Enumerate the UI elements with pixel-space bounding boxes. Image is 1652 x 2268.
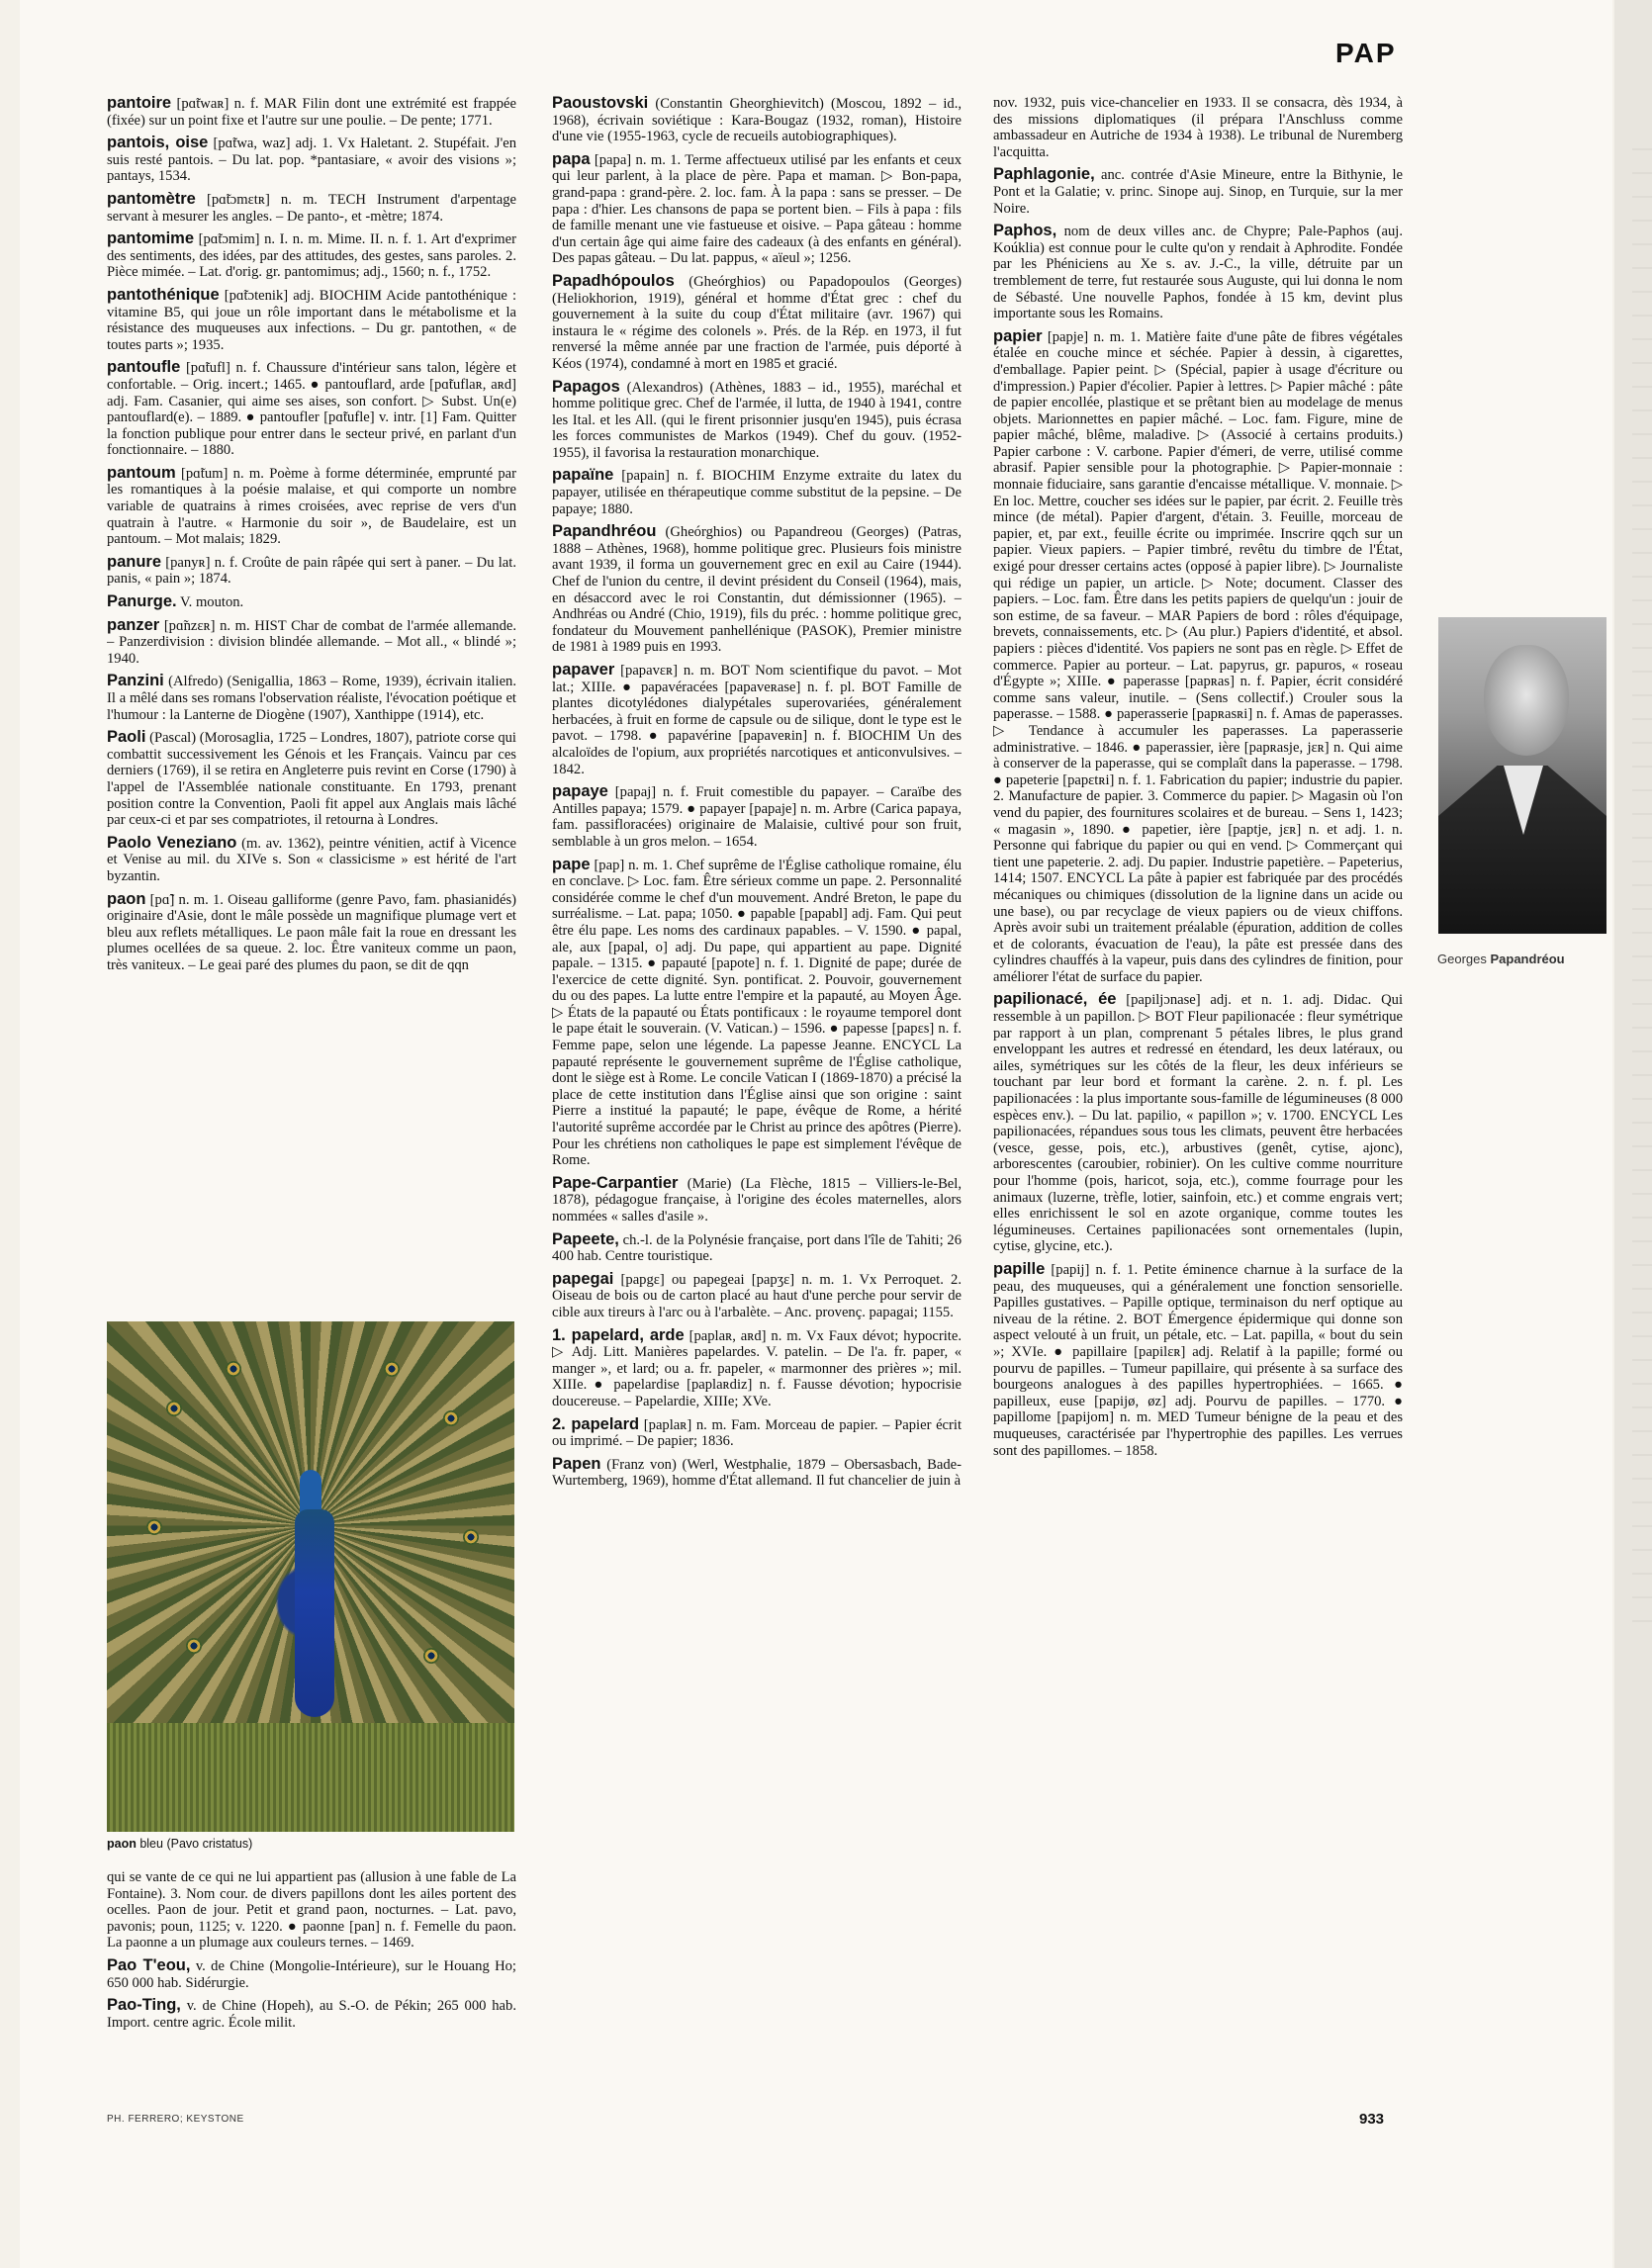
entry-definition: [paplaʀ] n. m. Fam. Morceau de papier. – Papier écrit ou imprimé. – De papier; 1836.	[552, 1416, 962, 1450]
feather-eye	[146, 1519, 162, 1535]
entry-headword: 1. papelard, arde	[552, 1325, 685, 1344]
entry-headword: Paphos,	[993, 222, 1057, 240]
dictionary-entry	[552, 1327, 962, 1410]
entry-definition: nov. 1932, puis vice-chancelier en 1933. Il se consacra, dès 1934, à des missions diplomatiques (il prépara l'Anschluss comme ambassadeur en Autriche de 1934 à 1938). Le tribunal de Nuremberg l'acquitta.	[993, 95, 1403, 160]
page-number: 933	[1359, 2111, 1385, 2128]
dictionary-entry	[552, 662, 962, 777]
entry-definition: [papiljɔnase] adj. et n. 1. adj. Didac. Qui ressemble à un papillon. ▷ BOT Fleur papilionacée : fleur symétrique par rapport à un plan, comprenant 5 pétales libres, le plus grand enveloppant les autres et redressé en étendard, les deux latéraux, ou ailes, symétriques sur les côtés de la fleur, les deux inférieurs se touchant par leur bord et formant la carène. 2. n. f. pl. Les papilionacées : la plus importante sous-famille de légumineuses (8 000 espèces env.). – Du lat. papilio, « papillon »; v. 1700. ENCYCL Les papilionacées, répandues sous tous les climats, peuvent être herbacées (vesce, gesse, pois, etc.), arbustives (genêt, cytise, ajonc), arborescentes (caroubier, robinier). On les cultive comme nourriture pour l'homme (pois, haricot, soja, etc.), comme fourrage pour les animaux (luzerne, trèfle, lotier, sainfoin, etc.) et comme engrais vert; elles enrichissent le sol en azote organique, comme toutes les légumineuses. Certaines papilionacées sont ornementales (lupin, cytise, glycine, etc.).	[993, 992, 1403, 1255]
entry-definition: [pɑ̃twa, waz] adj. 1. Vx Haletant. 2. Stupéfait. J'en suis resté pantois. – Du lat. pop. *pantasiare, « avoir des visions »; pantays, 1534.	[107, 136, 516, 185]
entry-definition: anc. contrée d'Asie Mineure, entre la Bithynie, le Pont et la Galatie; v. princ. Sinope auj. Sinop, en Turquie, sur la mer Noire.	[993, 167, 1403, 217]
entry-definition: (m. av. 1362), peintre vénitien, actif à Vicence et Venise au mil. du XIVe s. Son « classicisme » est hérité de l'art byzantin.	[107, 835, 516, 884]
entry-definition: v. de Chine (Hopeh), au S.-O. de Pékin; 265 000 hab. Import. centre agric. École milit.	[107, 1998, 516, 2031]
dictionary-entry	[993, 223, 1403, 322]
feather-eye	[384, 1361, 400, 1377]
feather-eye	[186, 1638, 202, 1654]
portrait-caption-first: Georges	[1437, 952, 1491, 966]
feather-eye	[423, 1648, 439, 1664]
dictionary-entry	[552, 273, 962, 373]
entry-definition: [pɑ̃nzɛʀ] n. m. HIST Char de combat de l'armée allemande. – Panzerdivision : division blindée allemande. – Mot all., « blindé »; 1940.	[107, 617, 516, 667]
column-1-continued	[107, 1869, 516, 2037]
entry-headword: Paolo Veneziano	[107, 833, 237, 852]
entry-headword: Papeete,	[552, 1229, 619, 1248]
dictionary-entry	[107, 230, 516, 281]
dictionary-entry	[107, 1957, 516, 1991]
caption-text: bleu (Pavo cristatus)	[136, 1837, 253, 1851]
entry-headword: pantoum	[107, 463, 176, 482]
entry-definition: [papje] n. m. 1. Matière faite d'une pâte de fibres végétales étalée en couche mince et séchée. Papier à dessin, à cigarettes, d'emballage. Papier peint. ▷ (Spécial, papier à usage d'écriture ou d'impression.) Papier d'écolier. Papier à lettres. ▷ Papier mâché : pâte de papier encollée, plastique et se prêtant bien au modelage de menus objets. Marionnettes en papier mâché. – Loc. fam. Figure, mine de papier mâché, blême, maladive. ▷ (Associé à certains produits.) Papier carbone : V. carbone. Papier d'émeri, de verre, utilisé comme abrasif. Papier sensible pour la photographie. ▷ Papier-monnaie : monnaie fiduciaire, sans garantie d'encaisse métallique. V. monnaie. ▷ En loc. Mettre, coucher ses idées sur le papier, par écrit. 2. Feuille très mince (de métal). Papier d'argent, d'étain. 3. Feuille, morceau de papier, et, par ext., feuille écrite ou imprimée. Inscrire qqch sur un papier. Vieux papiers. – Papier timbré, revêtu du timbre de l'État, exigé pour dresser certains actes (opposé à papier libre). ▷ Journaliste qui rédige un papier, un article. ▷ Note; document. Classer des papiers. – Loc. fam. Être dans les petits papiers de quelqu'un : jouir de son estime, de sa faveur. – MAR Papiers de bord : rôles d'équipage, brevets, connaissements, etc. ▷ (Au plur.) Papiers d'identité, et absol. papiers : pièces d'identité. Vos papiers ne sont pas en règle. ▷ Effet de commerce. Papier au porteur. – Lat. papyrus, gr. papuros, « roseau d'Égypte »; XIIIe. ● paperasse [papʀas] n. f. Papier, écrit considéré comme sans valeur, inutile. – (Sens collectif.) Crouler sous la paperasse. – 1588. ● paperasserie [papʀasʀi] n. f. Amas de paperasses. ▷ Tendance à accumuler les paperasses. La paperasserie administrative. – 1846. ● paperassier, ière [papʀasje, jɛʀ] n. Qui aime à conserver de la paperasse, qui se complaît dans la paperasse. – 1798. ● papeterie [papɛtʀi] n. f. 1. Fabrication du papier; industrie du papier. 2. Manufacture de papier. 3. Commerce du papier. ▷ Magasin où l'on vend du papier, des fournitures scolaires et de bureau. – Sens 1, 1423; « magasin », 1890. ● papetier, ière [paptje, jɛʀ] n. et adj. 1. n. Personne qui fabrique du papier ou qui en vend. ▷ Commerçant qui tient une papeterie. 2. adj. Du papier. Industrie papetière. – Papeterius, 1414; 1507. ENCYCL La pâte à papier est fabriquée par des procédés mécaniques ou chimiques (dissolution de la lignine dans un acide ou une base), ou par recyclage de vieux papiers ou de vieux chiffons. Après avoir subi un traitement préalable (épuration, addition de colles et de colorants, évacuation de l'eau), la pâte est pressée dans des cylindres chauffés à la vapeur, puis dans des cylindres de finition, pour améliorer l'état de surface du papier.	[993, 328, 1403, 985]
dictionary-entry	[552, 95, 962, 145]
entry-definition: [papain] n. f. BIOCHIM Enzyme extraite du latex du papayer, utilisée en thérapeutique comme substitut de la pepsine. – De papaye; 1880.	[552, 468, 962, 517]
entry-definition: (Alexandros) (Athènes, 1883 – id., 1955), maréchal et homme politique grec. Chef de l'armée, il lutta, de 1940 à 1941, contre les Ital. et les All. (qui le firent prisonnier jusqu'en 1945), puis écrasa les forces communistes de Markos (1949). Chef du gouv. (1952-1955), il favorisa la restauration monarchique.	[552, 379, 962, 461]
entry-definition: [panyʀ] n. f. Croûte de pain râpée qui sert à paner. – Du lat. panis, « pain »; 1874.	[107, 554, 516, 588]
dictionary-entry	[107, 1997, 516, 2031]
entry-definition: [papgɛ] ou papegeai [papʒɛ] n. m. 1. Vx Perroquet. 2. Oiseau de bois ou de carton placé au haut d'une perche pour servir de cible aux tireurs à l'arc ou à l'arbalète. – Anc. provenç. papagai; 1155.	[552, 1271, 962, 1320]
entry-definition: V. mouton.	[180, 594, 244, 611]
entry-headword: Pao T'eou,	[107, 1955, 191, 1974]
entry-definition: nom de deux villes anc. de Chypre; Pale-Paphos (auj. Koúklia) est connue pour le culte qu'on y rendait à Aphrodite. Fondée par les Phéniciens au Xe s. av. J.-C., la ville, détruite par un tremblement de terre, fut restaurée sous Auguste, qui lui donna le nom de Sébasté. Une nouvelle Paphos, fondée à 15 km, devint plus importante sous les Romains.	[993, 224, 1403, 322]
dictionary-entry	[107, 729, 516, 829]
entry-definition: [pɑ̃twaʀ] n. f. MAR Filin dont une extrémité est frappée (fixée) sur un point fixe et l'autre sur une poulie. – De pente; 1771.	[107, 96, 516, 129]
entry-definition: [pap] n. m. 1. Chef suprême de l'Église catholique romaine, élu en conclave. ▷ Loc. fam. Être sérieux comme un pape. 2. Personnalité considérée comme le chef d'un mouvement. André Breton, le pape du surréalisme. – Lat. papa; 1050. ● papable [papabl] adj. Fam. Qui peut être élu pape. Les noms des cardinaux papables. – V. 1590. ● papal, ale, aux [papal, o] adj. Du pape, qui appartient au pape. Dignité papale. – 1315. ● papauté [papote] n. f. 1. Dignité de pape; durée de l'exercice de cette dignité. Syn. pontificat. 2. Pouvoir, gouvernement du ou des papes. La lutte entre l'empire et la papauté, au Moyen Âge. ▷ États de la papauté ou États pontificaux : le royaume temporel dont le pape était le souverain. (V. Vatican.) – 1596. ● papesse [papɛs] n. f. Femme pape, selon une légende. La papesse Jeanne. ENCYCL La papauté représente le gouvernement suprême de l'Église catholique, dont le siège est à Rome. Le concile Vatican I (1869-1870) a précisé la place de cette institution dans l'Église ainsi que son origine : saint Pierre a institué la papauté; le pape, évêque de Rome, a hérité l'autorité suprême accordée par le Christ au prince des apôtres (Pierre). Pour les chrétiens non catholiques le pape est simplement l'évêque de Rome.	[552, 857, 962, 1169]
entry-headword: Papandhréou	[552, 522, 657, 541]
entry-definition: (Constantin Gheorghievitch) (Moscou, 1892 – id., 1968), écrivain soviétique : Kara-Bougaz (1932, roman), Histoire d'une vie (1955-1963, cycle de recueils autobiographiques).	[552, 96, 962, 145]
feather-eye	[166, 1401, 182, 1416]
dictionary-entry	[993, 1261, 1403, 1459]
column-3	[993, 95, 1403, 2103]
entry-definition: (Franz von) (Werl, Westphalie, 1879 – Obersasbach, Bade-Wurtemberg, 1969), homme d'État allemand. Il fut chancelier de juin à	[552, 1456, 962, 1490]
dictionary-entry	[552, 1416, 962, 1450]
entry-headword: Papen	[552, 1454, 601, 1473]
entry-definition: qui se vante de ce qui ne lui appartient pas (allusion à une fable de La Fontaine). 3. Nom cour. de divers papillons dont les ailes portent des ocelles. Paon de jour. Petit et grand paon, nocturnes. – Lat. pavo, pavonis; poun, 1125; v. 1220. ● paonne [pan] n. f. Femelle du paon. La paonne a un plumage aux couleurs ternes. – 1469.	[107, 1869, 516, 1951]
entry-definition: [pɑ̃tum] n. m. Poème à forme déterminée, emprunté par les romantiques à la poésie malaise, et qui comporte un nombre variable de quatrains à rimes croisées, avec reprise de vers d'un quatrain à l'autre. « Harmonie du soir », de Baudelaire, est un pantoum. – Mot malais; 1829.	[107, 465, 516, 548]
peacock-photo	[107, 1321, 514, 1832]
column-2	[552, 95, 962, 2103]
dictionary-entry	[552, 379, 962, 462]
dictionary-entry	[993, 95, 1403, 160]
dictionary-entry	[993, 328, 1403, 986]
dictionary-entry	[552, 1271, 962, 1321]
dictionary-entry	[993, 991, 1403, 1255]
dictionary-entry	[107, 835, 516, 885]
entry-headword: Papagos	[552, 377, 620, 396]
dictionary-entry	[552, 523, 962, 656]
entry-definition: (Pascal) (Morosaglia, 1725 – Londres, 1807), patriote corse qui combattit successivement les Génois et les Français. Vaincu par ces derniers (1769), il se retira en Angleterre puis revint en Corse (1790) à l'appel de l'Assemblée nationale constituante. En 1793, prenant position contre la Convention, Paoli fit appel aux Anglais mais lâché par ceux-ci et par ses compatriotes, il retourna à Londres.	[107, 730, 516, 829]
entry-headword: Paoli	[107, 728, 146, 747]
photo-credit: PH. FERRERO; KEYSTONE	[107, 2114, 244, 2125]
portrait-caption	[1437, 952, 1565, 966]
entry-definition: [pɑ̃tɔmim] n. I. n. m. Mime. II. n. f. 1. Art d'exprimer des sentiments, des idées, par des attitudes, des gestes, sans paroles. 2. Pièce mimée. – Lat. d'orig. gr. pantomimus; adj., 1560; n. f., 1752.	[107, 231, 516, 281]
entry-headword: pantoire	[107, 95, 172, 112]
dictionary-entry	[107, 673, 516, 723]
entry-headword: papilionacé, ée	[993, 990, 1117, 1009]
entry-headword: Paphlagonie,	[993, 165, 1095, 184]
entry-definition: v. de Chine (Mongolie-Intérieure), sur le Houang Ho; 650 000 hab. Sidérurgie.	[107, 1957, 516, 1991]
entry-definition: [papa] n. m. 1. Terme affectueux utilisé par les enfants et ceux qui leur parlent, à la place de père. Papa et maman. ▷ Bon-papa, grand-papa : grand-père. 2. loc. fam. À la papa : sans se presser. – De papa : d'hier. Les chansons de papa se portent bien. – Fils à papa : fils de famille menant une vie fastueuse et oisive. – Papa gâteau : homme d'un certain âge qui aime faire des cadeaux (à des enfants en général). Des papas gâteau. – Du lat. pappus, « aïeul »; 1256.	[552, 151, 962, 267]
entry-definition: [papavɛʀ] n. m. BOT Nom scientifique du pavot. – Mot lat.; XIIIe. ● papavéracées [papaveʀase] n. f. pl. BOT Famille de plantes dicotylédones dialypétales superovariées, généralement herbacées, à fruit en forme de capsule ou de silique, dont le type est le pavot. – 1798. ● papavérine [papaveʀin] n. f. BIOCHIM Un des alcaloïdes de l'opium, aux propriétés narcotiques et anticonvulsives. – 1842.	[552, 663, 962, 777]
entry-headword: Panzini	[107, 672, 164, 690]
dictionary-entry	[107, 617, 516, 668]
entry-headword: pape	[552, 855, 591, 873]
entry-definition: [pɑ̃tufl] n. f. Chaussure d'intérieur sans talon, légère et confortable. – Orig. incert.; 1465. ● pantouflard, arde [pɑ̃tuflaʀ, aʀd] adj. Fam. Casanier, qui aime ses aises, son confort. ▷ Subst. Un(e) pantouflard(e). – 1889. ● pantoufler [pɑ̃tufle] v. intr. [1] Fam. Quitter la fonction publique pour entrer dans le secteur privé, en parlant d'un fonctionnaire. – 1880.	[107, 360, 516, 459]
entry-definition: [papaj] n. f. Fruit comestible du papayer. – Caraïbe des Antilles papaya; 1579. ● papayer [papaje] n. m. Arbre (Carica papaya, fam. passifloracées) originaire de Malaisie, cultivé pour son fruit, semblable à un gros melon. – 1654.	[552, 784, 962, 850]
dictionary-entry	[552, 1231, 962, 1265]
entry-definition: ch.-l. de la Polynésie française, port dans l'île de Tahiti; 26 400 hab. Centre touristique.	[552, 1231, 962, 1265]
entry-headword: papille	[993, 1259, 1046, 1278]
dictionary-entry	[552, 783, 962, 850]
dictionary-entry	[107, 191, 516, 225]
entry-definition: (Gheórghios) ou Papadopoulos (Georges) (Heliokhorion, 1919), général et homme d'État grec : chef du gouvernement à la suite du coup d'État militaire (avr. 1967) qui instaura le « régime des colonels ». Prés. de la Rép. en 1973, il fut renversé la même année par une fraction de l'armée, puis déporté à Kéos (1974), condamné à mort en 1985 et gracié.	[552, 273, 962, 372]
entry-headword: pantoufle	[107, 358, 181, 377]
dictionary-entry	[107, 593, 516, 611]
feather-eye	[443, 1410, 459, 1426]
entry-headword: Papadhópoulos	[552, 271, 675, 290]
dictionary-entry	[107, 359, 516, 459]
dictionary-entry	[552, 1175, 962, 1225]
peacock-body	[295, 1509, 334, 1717]
entry-definition: (Alfredo) (Senigallia, 1863 – Rome, 1939), écrivain italien. Il a mêlé dans ses romans l'observation réaliste, l'évocation poétique et l'humour : la Lanterne de Diogène (1907), Xanthippe (1914), etc.	[107, 674, 516, 723]
entry-headword: panure	[107, 552, 162, 571]
dictionary-entry	[552, 1456, 962, 1490]
entry-headword: paon	[107, 889, 146, 908]
entry-headword: Pape-Carpantier	[552, 1173, 679, 1192]
dictionary-entry	[107, 95, 516, 129]
entry-headword: Panurge.	[107, 592, 177, 611]
entry-headword: Pao-Ting,	[107, 1996, 181, 2015]
entry-definition: (Marie) (La Flèche, 1815 – Villiers-le-Bel, 1878), pédagogue française, à l'origine des écoles maternelles, alors nommées « salles d'asile ».	[552, 1175, 962, 1225]
entry-definition: [pɑ̃tɔtenik] adj. BIOCHIM Acide pantothénique : vitamine B5, qui joue un rôle important dans le métabolisme et la résistance des muqueuses aux infections. – Du gr. pantothen, « de toutes parts »; 1935.	[107, 287, 516, 353]
entry-definition: [pɑ̃tɔmɛtʀ] n. m. TECH Instrument d'arpentage servant à mesurer les angles. – De panto-, et -mètre; 1874.	[107, 191, 516, 225]
dictionary-entry	[107, 1869, 516, 1951]
papandreou-portrait	[1438, 617, 1606, 934]
entry-headword: papaïne	[552, 466, 614, 485]
entry-headword: panzer	[107, 615, 160, 634]
entry-headword: papaver	[552, 661, 615, 679]
entry-headword: pantois, oise	[107, 134, 209, 152]
portrait-caption-last: Papandréou	[1490, 952, 1565, 966]
portrait-face	[1484, 645, 1569, 756]
entry-headword: papa	[552, 149, 591, 168]
dictionary-entry	[107, 554, 516, 588]
dictionary-entry	[552, 857, 962, 1169]
dictionary-entry	[107, 465, 516, 548]
entry-definition: (Gheórghios) ou Papandreou (Georges) (Patras, 1888 – Athènes, 1968), homme politique grec. Plusieurs fois ministre avant 1939, il forma un gouvernement grec en exil au Caire (1944). Chef de l'union du centre, il devint président du Conseil (1964), mais, en désaccord avec le roi Constantin, dut démissionner (1965). – Andhréas ou André (Chio, 1919), fils du préc. : homme politique grec, fondateur du Mouvement panhellénique (PASOK), Premier ministre de 1981 à 1989 puis en 1993.	[552, 524, 962, 656]
dictionary-entry	[107, 891, 516, 974]
entry-headword: papegai	[552, 1269, 614, 1288]
entry-definition: [pɑ̃] n. m. 1. Oiseau galliforme (genre Pavo, fam. phasianidés) originaire d'Asie, dont le mâle possède un magnifique plumage vert et bleu aux reflets métalliques. Le paon mâle fait la roue en dressant les plumes ocellées de sa queue. 2. loc. Être vaniteux comme un paon, très vaniteux. – Le geai paré des plumes du paon, se dit de qqn	[107, 891, 516, 973]
feather-eye	[226, 1361, 241, 1377]
dictionary-entry	[993, 166, 1403, 217]
entry-headword: Paoustovski	[552, 95, 649, 112]
entry-headword: 2. papelard	[552, 1414, 640, 1433]
dictionary-entry	[552, 467, 962, 517]
grass	[107, 1723, 514, 1832]
guide-word: PAP	[1335, 38, 1397, 68]
dictionary-entry	[107, 135, 516, 185]
feather-eye	[463, 1529, 479, 1545]
entry-headword: pantomètre	[107, 189, 196, 208]
dictionary-entry	[107, 287, 516, 353]
entry-definition: [paplaʀ, aʀd] n. m. Vx Faux dévot; hypocrite. ▷ Adj. Litt. Manières papelardes. V. patelin. – De l'a. fr. paper, « manger », et lard; ou a. fr. papeler, « marmonner des prières »; mil. XIIIe. ● papelardise [paplaʀdiz] n. f. Fausse dévotion; hypocrisie doucereuse. – Papelardie, XIIIe; XVe.	[552, 1327, 962, 1409]
entry-headword: papier	[993, 326, 1043, 345]
dictionary-entry	[552, 151, 962, 267]
entry-headword: pantomime	[107, 229, 195, 248]
entry-definition: [papij] n. f. 1. Petite éminence charnue à la surface de la peau, des muqueuses, qui a généralement une fonction sensorielle. Papilles gustatives. – Papille optique, terminaison du nerf optique au niveau de la rétine. 2. BOT Émergence épidermique qui donne son aspect velouté à un fruit, un pétale, etc. – Lat. papilla, « bout du sein »; XVIe. ● papillaire [papilɛʀ] adj. Relatif à la papille; formé ou pourvu de papilles. – Tumeur papillaire, qui présente à sa surface des bourgeons analogues à des papilles hypertrophiées. – 1665. ● papilleux, euse [papijø, øz] adj. Pourvu de papilles. – 1770. ● papillome [papijom] n. m. MED Tumeur bénigne de la peau et des muqueuses, caractérisée par l'hypertrophie des papilles. Les verrues sont des papillomes. – 1858.	[993, 1261, 1403, 1459]
bleed-through-text	[1632, 148, 1652, 1632]
entry-headword: papaye	[552, 782, 608, 801]
photo-caption	[107, 1837, 252, 1851]
entry-headword: pantothénique	[107, 285, 220, 304]
caption-headword: paon	[107, 1837, 137, 1851]
